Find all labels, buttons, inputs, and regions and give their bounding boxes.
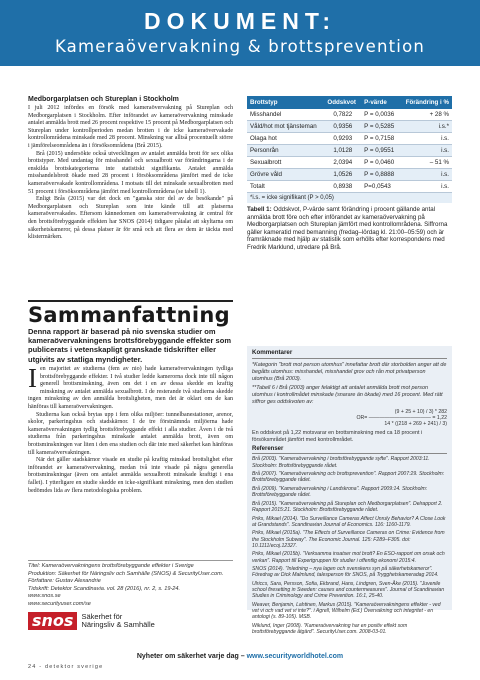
comments-body <box>252 362 447 443</box>
summary-paragraph-text: en majoritet av studierna (fem av nio) hade kameraövervakningen tydliga brottsförebyggande effekter. I två studier ledde kamerorna dock inte till någon generell brottsminskning, även om det i en av dessa skedde en kraftig minskning av antalet anmälda sexualbrott. I de resterande två studierna skedde ingen minskning av den anmälda brottsligheten, men det är oklart om de kan hänföras till kameraövervakningen. <box>28 366 233 410</box>
drop-cap: I <box>28 363 37 393</box>
summary-body <box>28 363 233 495</box>
summary-paragraph <box>28 363 233 412</box>
table-cell: P = 0,0036 <box>361 109 399 121</box>
formula-denominator: 14 * ((218 + 269 + 241) / 3) <box>384 420 447 427</box>
reference-item: Brå (2015). "Kameraövervakning på Stureplan och Medborgarplatsen". Delrapport 2. Rapport 2015:21. Stockholm: Brottsförebyggande rådet. <box>252 500 443 513</box>
banner-title: DOKUMENT: <box>144 8 336 34</box>
column-header: Förändring i % <box>399 96 452 109</box>
reference-item: Priks, Mikael (2015b). "Verksamma insatser mot brott? En ESO-rapport om orsak och verkan". Rapport till Expertgruppen för studier i offentlig ekonomi 2015:4. <box>252 551 445 564</box>
news-bar <box>0 653 480 660</box>
table-cell: 2,0394 <box>324 157 361 169</box>
table-caption <box>247 206 452 251</box>
summary-paragraph: Studierna kan också brytas upp i fem olika miljöer: tunnelbanestationer, arenor, skolor, parkeringshus och stadskärnor. I de tre förstnämnda miljöerna hade kameraövervakningen tydlig brottsförebyggande effekt i alla studier. Även i de två studierna från parkeringshus minskade antalet anmälda brott, även om brottsminskningen var liten i den ena studien och där inte med säkerhet kan hänföras till kameraövervakningen. <box>28 411 233 456</box>
formula-value: = 1,22 <box>432 414 447 421</box>
page-footer: 24 - detektor sverige <box>28 664 104 670</box>
stats-table <box>247 96 452 193</box>
table-cell: P=0,0543 <box>361 181 399 193</box>
table-cell: 0,8938 <box>324 181 361 193</box>
column-header: Brottstyp <box>247 96 324 109</box>
reference-item: Brå (2009). "Kameraövervakning i Landskrona". Rapport 2009:14. Stockholm: Brottsförebyggande rådet. <box>252 485 428 499</box>
references-heading: Referenser <box>252 446 447 454</box>
caption-label: Tabell 1: <box>247 206 272 213</box>
table-cell: Grövre våld <box>247 169 324 181</box>
formula-line: OR= ———————————— = 1,22 <box>356 414 447 421</box>
table-cell: P = 0,9551 <box>361 145 399 157</box>
table-cell: P = 0,5285 <box>361 121 399 133</box>
table-cell: P = 0,0460 <box>361 157 399 169</box>
table-cell: 1,0128 <box>324 145 361 157</box>
reference-item: Weaver, Benjamin, Lahtinen, Markus (2015). "Kameraövervakningens effekter - ved vet vi och vad vet vi inte?". i Agrell, Wilhelm (Ed.) Övervakning och integritet - en antologi (s. 89-105). MSB. <box>252 601 441 621</box>
comment-item: **Tabell 6 i Brå (2003) anger felaktigt att antalet anmälda brott mot person utomhus i kontrollmådet minskade (snarare än ökade) med 16 procent. Med rätt siffror ges oddskvoten av: <box>252 385 443 405</box>
reference-item: SNOS (2014). "Inledning – nya lagen och svenskens syn på säkerhetskameror". Föredrag av Dick Malmlund, talesperson för SNOS, på Trygghetskameradag 2014. <box>252 566 439 579</box>
reference-item: Brå (2003). "Kameraövervakning i brottsförebyggande syfte". Rapport 2003:11. Stockholm: Brottsförebyggande rådet. <box>252 456 430 469</box>
table-row <box>247 169 452 181</box>
caption-text: Oddskvot, P-värde samt förändring i procent gällande antal anmälda brott före och efter införandet av kameraövervakning på Medborgarplatsen och Stureplan jämfört med kontrollområdena. Siffrorna gäller kameratid med bemanning (fredag–lördag kl. 21:00–05:59) och är framräknade med hjälp av statistik som erhölls efter korrespondens med Fredrik Marklund, utredare på Brå. <box>247 206 448 251</box>
table-cell: Misshandel <box>247 109 324 121</box>
divider <box>28 560 233 561</box>
table-cell: Sexualbrott <box>247 157 324 169</box>
info-link[interactable]: www.snos.se <box>28 593 61 600</box>
comments-heading: Kommentarer <box>252 349 447 359</box>
table-row <box>247 121 452 133</box>
table-row <box>247 157 452 169</box>
table-row <box>247 181 452 193</box>
summary-heading: Sammanfattning <box>28 300 233 327</box>
table-cell: i.s. <box>399 181 452 193</box>
table-cell: Personrån <box>247 145 324 157</box>
info-line: Produktion: Säkerhet för Näringsliv och Samhälle (SNOS) & SecurityUser.com. <box>28 570 224 577</box>
formula-label: OR= <box>356 414 368 421</box>
reference-item: Ulriccs, Sara, Persson, Sofia, Ekbrand, Hans, Lindgren, Sven-Åke (2015). "Juvenile school firesetting in Sweden: causes and countermeasures". Journal of Scandinavian Studies in Criminology and Crime Prevention. 16:1, 25-40. <box>252 580 445 600</box>
table-cell: 0,9356 <box>324 121 361 133</box>
stats-section <box>247 96 452 251</box>
column-header: P-värde <box>361 96 399 109</box>
table-cell: 1,0526 <box>324 169 361 181</box>
intro-paragraph: I juli 2012 infördes en försök med kameraövervakning på Stureplan och Medborgarplatsen i Stockholm. Efter införandet av kameraövervakning minskade antalet anmälda brott med 26 procent respektive 15 procent på Medborgarplatsen och Stureplan under kontrollperioden medan brotten i de icke kameraövervakade kontrollområdena minskade med 28 procent. Minskning var alltså procentuellt större i jämförelseområdena än i försöksområdena (Brå 2015). <box>28 105 233 149</box>
column-header: Oddskvot <box>324 96 361 109</box>
summary-paragraph: När det gäller stadskärnor visade en studie på kraftig minskad brottslighet efter införandet av kameraövervakning, medan två inte visade på några generella brottsminskningar (även om antalet anmälda sexualbrott minskade kraftigt i ena fallet). I ytterligare en studie skedde en icke-signifikant minskning, men den studien bedömdes lida av flera metodologiska problem. <box>28 457 233 494</box>
comment-item: *Kategorin "brott mot person utomhus" innefattar brott där storbolden anger att de begåtts utomhus: misshandel, misshandel grov och rån mot privatperson utomhus (Brå 2003). <box>252 362 447 382</box>
sponsor-line: Säkerhet för <box>81 612 123 621</box>
formula-numerator: (9 + 25 + 10) / 3) * 282 <box>394 408 447 415</box>
reference-item: Priks, Mikael (2014). "Do Surveillance Cameras Affect Unruly Behavior? A Close Look at Grandstands". Scandinavian Journal of Economics. 116: 1160-1179. <box>252 515 446 528</box>
references-list <box>252 456 447 635</box>
info-link[interactable]: www.securityuser.com/se <box>28 600 91 607</box>
info-line: Författare: Gustav Alexandrie <box>28 578 101 585</box>
intro-paragraph: Enligt Brås (2015) var det dock en "ganska stor del av de besökande" på Medborgarplatsen och Stureplan som inte kände till att platserna kameraövervakades. Eftersom kännedomen om kameraövervakning är central för den brottsförebyggande effekten har SNOS (2014) tidigare påtalat att skyltarna om säkerhetskameror, på dessa platser är för små och att flera av dem är täckta med klistermärken. <box>28 196 233 241</box>
sponsor-logo <box>28 612 155 630</box>
table-cell: Totalt <box>247 181 324 193</box>
news-bar-link[interactable]: www.securityworldhotel.com <box>246 653 344 660</box>
table-cell: 0,9293 <box>324 133 361 145</box>
odds-formula <box>252 409 447 427</box>
table-cell: + 28 % <box>399 109 452 121</box>
info-line: Titel: Kameraövervakningens brottsförebyggande effekter i Sverige <box>28 563 194 569</box>
table-cell: P = 0,8888 <box>361 169 399 181</box>
table-row <box>247 145 452 157</box>
table-cell: P = 0,7158 <box>361 133 399 145</box>
intro-body <box>28 105 233 242</box>
summary-lead: Denna rapport är baserad på nio svenska studier om kameraövervakningens brottsförebyggande effekter som publicerats i vetenskapligt granskade tidskrifter eller utgivits av statliga myndigheter. <box>28 327 231 364</box>
comments-box <box>247 346 452 636</box>
table-note: *i.s. = icke signifikant (P > 0,05) <box>247 193 452 203</box>
banner-subtitle: Kameraövervakning & brottsprevention <box>54 37 426 56</box>
intro-paragraph: Brå (2015) undersökte också utvecklingen av antalet anmälda brott för sex olika brottstyper. Med undantag för misshandel och sexualbrott var förändringarna i de enskilda brottskategorierna inte statistiskt signifikanta. Antalet anmälda misshandelsbrott ökade med 28 procent i försöksområdena jämfört med de icke kameraövervakade kontrollområdena. I motsats till det minskade sexualbrotten med 51 procent i försöksområdena jämfört med kontrollområdena (se tabell 1). <box>28 150 233 195</box>
table-cell: i.s. <box>399 169 452 181</box>
table-cell: Våld/hot mot tjänsteman <box>247 121 324 133</box>
table-row <box>247 109 452 121</box>
snos-logo-icon: snos <box>28 612 77 630</box>
info-line: Tidskrift: Detektor Scandinavia. vol. 28 (2016), nr. 2, s. 19-24. <box>28 585 181 592</box>
publication-info <box>28 558 233 609</box>
comment-item: En oddskvot på 1,22 motsvarar en brottsminskning med ca 18 procent i försöksmrådet jämfört med kontrollmrådet. <box>252 429 423 443</box>
reference-item: Brå (2007). "Kameraövervakning och brottsprevention". Rapport 2007:29. Stockholm: Brottsförebyggande rådet. <box>252 471 445 484</box>
table-cell: i.s. <box>399 145 452 157</box>
sponsor-name <box>81 613 154 629</box>
intro-section <box>28 96 233 242</box>
reference-item: Wiklund, Inger (2008). "Kameraövervakning har en positiv effekt som brottsförebyggande åtgärd". SecurityUser.com. 2008-03-01. <box>252 622 408 636</box>
table-row <box>247 133 452 145</box>
table-cell: Olaga hot <box>247 133 324 145</box>
table-cell: i.s.* <box>399 121 452 133</box>
sponsor-line: Näringsliv & Samhälle <box>81 620 155 629</box>
news-bar-text: Nyheter om säkerhet varje dag – <box>136 653 247 660</box>
table-header-row <box>247 96 452 109</box>
reference-item: Priks, Mikael (2015a). "The Effects of Surveillance Cameras on Crime: Evidence from the Stockholm Subway". The Economic Journal. 125: F289–F305. doi: 10.1111/ecoj.12327. <box>252 530 445 549</box>
table-cell: i.s. <box>399 133 452 145</box>
header-banner <box>0 0 480 66</box>
intro-heading: Medborgarplatsen och Stureplan i Stockholm <box>28 96 179 103</box>
table-cell: 0,7822 <box>324 109 361 121</box>
table-cell: – 51 % <box>399 157 452 169</box>
